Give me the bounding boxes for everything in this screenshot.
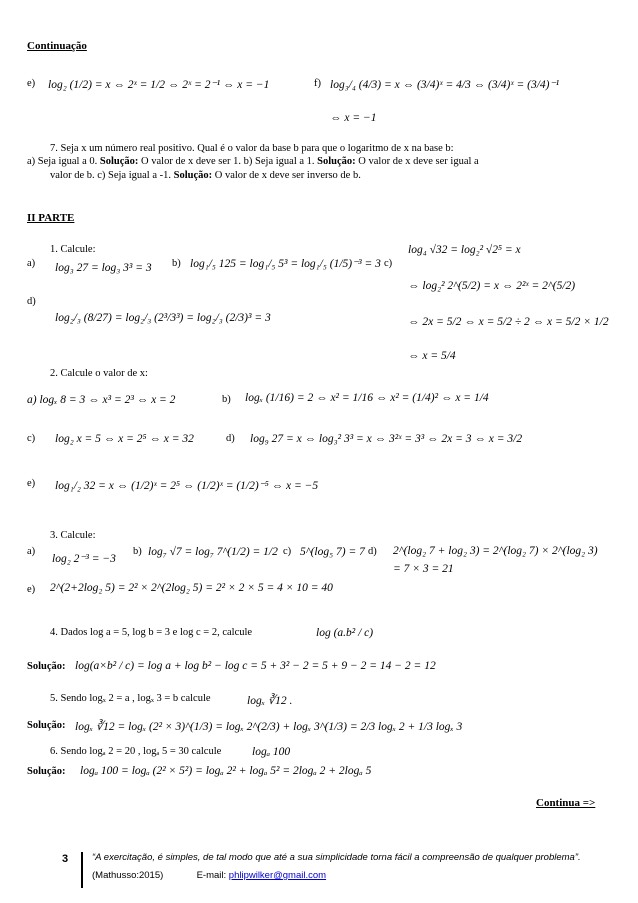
q3-d-label: d) [368, 546, 377, 557]
q6-solution-equation: logₐ 100 = logₐ (2² × 5²) = logₐ 2² + logₐ 5² = 2logₐ 2 + 2logₐ 5 [80, 765, 372, 777]
q6-expression: logₐ 100 [252, 746, 291, 758]
q2-a-equation: a) logₓ 8 = 3 ⇔ x³ = 2³ ⇔ x = 2 [27, 394, 176, 406]
q2-c-label: c) [27, 433, 36, 444]
q1-b-equation: log₁/₅ 125 = log₁/₅ 5³ = log₁/₅ (1/5)⁻³ = 3 [190, 258, 381, 270]
item-e-equation: log₂ (1/2) = x ⇔ 2ˣ = 1/2 ⇔ 2ˣ = 2⁻¹ ⇔ x = −1 [48, 79, 270, 91]
q1-d-equation: log₂/₃ (8/27) = log₂/₃ (2³/3³) = log₂/₃ (2/3)³ = 3 [55, 312, 271, 324]
q2-d-label: d) [226, 433, 235, 444]
q3-b-equation: log₇ √7 = log₇ 7^(1/2) = 1/2 [148, 546, 278, 558]
q2-b-equation: logₓ (1/16) = 2 ⇔ x² = 1/16 ⇔ x² = (1/4)² ⇔ x = 1/4 [245, 392, 489, 404]
footer-email-link[interactable]: phlipwilker@gmail.com [228, 870, 327, 881]
q1-c-equation-1: log₄ √32 = log₂² √2⁵ = x [408, 244, 521, 256]
item-e-label: e) [27, 78, 36, 89]
q3-d-equation-2: = 7 × 3 = 21 [393, 563, 454, 575]
footer-quote: “A exercitação, é simples, de tal modo que até a sua simplicidade torna fácil a compreensão de qualquer problema”. [92, 852, 581, 863]
q6-solution-label: Solução: [27, 766, 66, 777]
page-title: Continuação [27, 40, 87, 52]
question-3-title: 3. Calcule: [50, 530, 96, 541]
q2-e-label: e) [27, 478, 36, 489]
q3-e-label: e) [27, 584, 36, 595]
item-f-label: f) [314, 78, 321, 89]
q5-expression: logₓ ∛12 . [247, 695, 293, 707]
continue-link[interactable]: Continua => [536, 797, 596, 809]
question-7-answers-line1: a) Seja igual a 0. Solução: O valor de x deve ser 1. b) Seja igual a 1. Solução: O valor de x deve ser igual a [27, 156, 479, 167]
q4-expression: log (a.b² / c) [316, 627, 374, 639]
page-number: 3 [62, 853, 69, 865]
q1-a-label: a) [27, 258, 36, 269]
question-7-text: 7. Seja x um número real positivo. Qual é o valor da base b para que o logaritmo de x na base b: [50, 143, 454, 154]
q1-c-label: c) [384, 258, 393, 269]
q3-d-equation-1: 2^(log₂ 7 + log₂ 3) = 2^(log₂ 7) × 2^(log₂ 3) [393, 545, 598, 557]
q4-solution-equation: log(a×b² / c) = log a + log b² − log c = 5 + 3² − 2 = 5 + 9 − 2 = 14 − 2 = 12 [75, 660, 436, 672]
q3-c-label: c) [283, 546, 292, 557]
footer-citation: (Mathusso:2015) [92, 870, 164, 881]
q3-e-equation: 2^(2+2log₂ 5) = 2² × 2^(2log₂ 5) = 2² × 2 × 5 = 4 × 10 = 40 [50, 582, 333, 594]
q2-b-label: b) [222, 394, 231, 405]
q1-c-equation-2: ⇔ log₂² 2^(5/2) = x ⇔ 2²ˣ = 2^(5/2) [408, 280, 576, 292]
q1-d-label: d) [27, 296, 36, 307]
q1-c-equation-3: ⇔ 2x = 5/2 ⇔ x = 5/2 ÷ 2 ⇔ x = 5/2 × 1/2 [408, 316, 609, 328]
item-f-equation: log₃/₄ (4/3) = x ⇔ (3/4)ˣ = 4/3 ⇔ (3/4)ˣ = (3/4)⁻¹ [330, 79, 560, 91]
question-5-title: 5. Sendo logₓ 2 = a , logₓ 3 = b calcule [50, 693, 211, 704]
q5-solution-equation: logₓ ∛12 = logₓ (2² × 3)^(1/3) = logₓ 2^(2/3) + logₓ 3^(1/3) = 2/3 logₓ 2 + 1/3 logₓ 3 [75, 721, 463, 733]
q1-a-equation: log₃ 27 = log₃ 3³ = 3 [55, 262, 152, 274]
item-f-result: ⇔ x = −1 [330, 112, 377, 124]
question-2-title: 2. Calcule o valor de x: [50, 368, 148, 379]
q3-c-equation: 5^(log₅ 7) = 7 [300, 546, 365, 558]
question-4-title: 4. Dados log a = 5, log b = 3 e log c = 2, calcule [50, 627, 253, 638]
q1-b-label: b) [172, 258, 181, 269]
q1-c-equation-4: ⇔ x = 5/4 [408, 350, 456, 362]
q4-solution-label: Solução: [27, 661, 66, 672]
section-title-part-2: II PARTE [27, 212, 75, 224]
q3-a-equation: log₂ 2⁻³ = −3 [52, 553, 116, 565]
q2-e-equation: log₁/₂ 32 = x ⇔ (1/2)ˣ = 2⁵ ⇔ (1/2)ˣ = (1/2)⁻⁵ ⇔ x = −5 [55, 480, 319, 492]
question-7-answers-line2: valor de b. c) Seja igual a -1. Solução: O valor de x deve ser inverso de b. [50, 170, 361, 181]
footer-divider [81, 852, 83, 888]
q3-b-label: b) [133, 546, 142, 557]
q2-d-equation: log₉ 27 = x ⇔ log₃² 3³ = x ⇔ 3²ˣ = 3³ ⇔ 2x = 3 ⇔ x = 3/2 [250, 433, 523, 445]
q3-a-label: a) [27, 546, 36, 557]
q2-c-equation: log₂ x = 5 ⇔ x = 2⁵ ⇔ x = 32 [55, 433, 194, 445]
footer-email-label: E-mail: [196, 870, 227, 881]
question-6-title: 6. Sendo logₐ 2 = 20 , logₐ 5 = 30 calcule [50, 746, 222, 757]
q5-solution-label: Solução: [27, 720, 66, 731]
question-1-title: 1. Calcule: [50, 244, 96, 255]
footer-source [92, 870, 326, 881]
